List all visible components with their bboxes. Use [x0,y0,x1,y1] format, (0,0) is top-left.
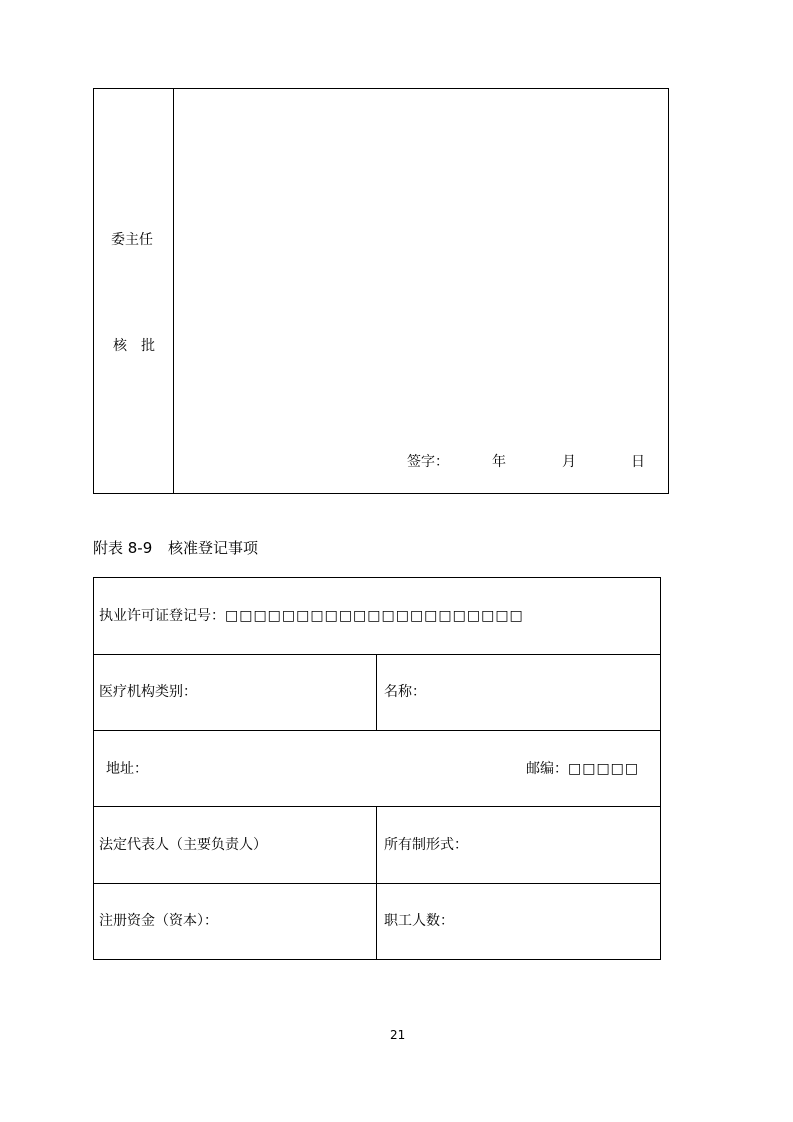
sign-day: 日 [631,454,645,470]
col-divider [376,654,377,731]
row-divider [93,883,661,884]
sign-year: 年 [492,454,506,470]
institution-type-label: 医疗机构类别： [99,684,197,700]
license-no-boxes: □□□□□□□□□□□□□□□□□□□□□ [225,608,524,624]
approval-label-approve: 核 批 [113,338,155,354]
col-divider [376,806,377,960]
sign-label: 签字： [407,454,449,470]
ownership-label: 所有制形式： [384,837,468,853]
postcode-field [526,760,639,778]
table-caption-title: 核准登记事项 [168,539,259,557]
postcode-boxes: □□□□□ [568,761,640,777]
approval-table [93,88,669,494]
name-label: 名称： [384,684,426,700]
address-label: 地址： [106,761,148,777]
postcode-label: 邮编： [526,761,568,777]
capital-label: 注册资金（资本）： [99,913,218,929]
table-caption-number: 附表 8-9 [93,539,153,557]
license-no-label: 执业许可证登记号： [99,608,225,624]
row-divider [93,654,661,655]
approval-divider [173,88,174,494]
approval-label-director: 委主任 [111,232,153,248]
legal-rep-label: 法定代表人（主要负责人） [99,837,267,853]
page-number: 21 [390,1028,406,1042]
row-divider [93,730,661,731]
sign-month: 月 [562,454,576,470]
staff-label: 职工人数： [384,913,454,929]
row-divider [93,806,661,807]
license-no-field [99,607,524,625]
